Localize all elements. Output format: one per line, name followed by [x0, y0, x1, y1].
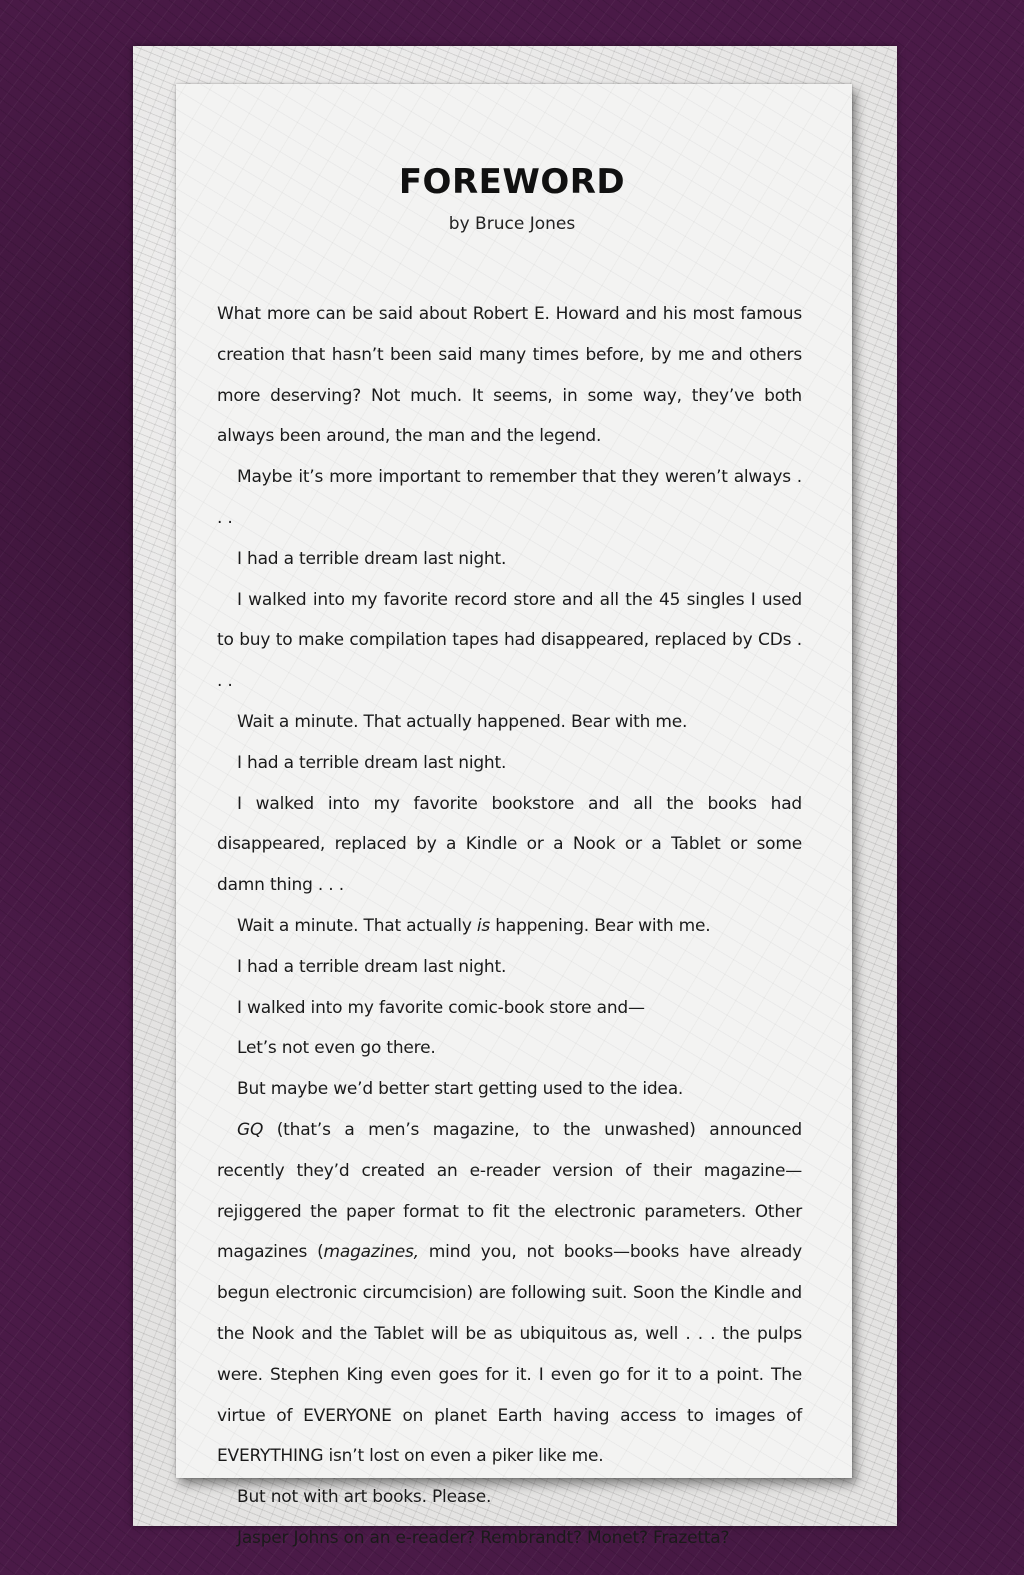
paragraph: But not with art books. Please.	[237, 1487, 492, 1508]
paragraph: Maybe it’s more important to remember that they weren’t always . . .	[217, 467, 802, 528]
italic-run: magazines,	[323, 1242, 419, 1263]
paragraph: I walked into my favorite bookstore and all the books had disappeared, replaced by a Kindle or a Nook or a Tablet or some damn thing . . .	[217, 793, 802, 896]
text-run: mind you, not books—books have already begun electronic circumcision) are following suit. Soon the Kindle and the Nook and the Tablet will be as ubiquitous as, well . . . the pulps were. Stephen King even goes for it. I even go for it to a point. The virtue of EVERYONE on planet Earth having access to images of EVERYTHING isn’t lost on even a piker like me.	[217, 1242, 802, 1467]
paragraph: Wait a minute. That actually happened. Bear with me.	[237, 711, 688, 732]
paragraph: What more can be said about Robert E. Howard and his most famous creation that hasn’t been said many times before, by me and others more deserving? Not much. It seems, in some way, they’ve both always been around, the man and the legend.	[217, 304, 802, 447]
paragraph: I had a terrible dream last night.	[237, 956, 507, 977]
text-run: (that’s a men’s magazine, to the unwashed) announced recently they’d created an e-reader version of their magazine—rejiggered the paper format to fit the electronic parameters. Other magazines (	[217, 1119, 802, 1263]
paragraph	[217, 906, 802, 947]
text-run: Wait a minute. That actually	[237, 915, 477, 936]
paragraph: Jasper Johns on an e-reader? Rembrandt? Monet? Frazetta?	[237, 1527, 730, 1548]
text-run: happening. Bear with me.	[490, 915, 711, 936]
paragraph: I had a terrible dream last night.	[237, 548, 507, 569]
author-byline: by Bruce Jones	[448, 214, 576, 234]
paragraph: But maybe we’d better start getting used to the idea.	[237, 1079, 684, 1100]
page-title: FOREWORD	[398, 162, 626, 202]
paragraph: I walked into my favorite comic-book store and—	[237, 997, 645, 1018]
foreword-body	[217, 294, 802, 1559]
paragraph: I had a terrible dream last night.	[237, 752, 507, 773]
italic-run: is	[476, 915, 491, 936]
paragraph	[217, 1110, 802, 1477]
italic-run: GQ	[237, 1119, 264, 1140]
paragraph: I walked into my favorite record store and all the 45 singles I used to buy to make compilation tapes had disappeared, replaced by CDs . . .	[217, 589, 802, 692]
paragraph: Let’s not even go there.	[237, 1038, 436, 1059]
